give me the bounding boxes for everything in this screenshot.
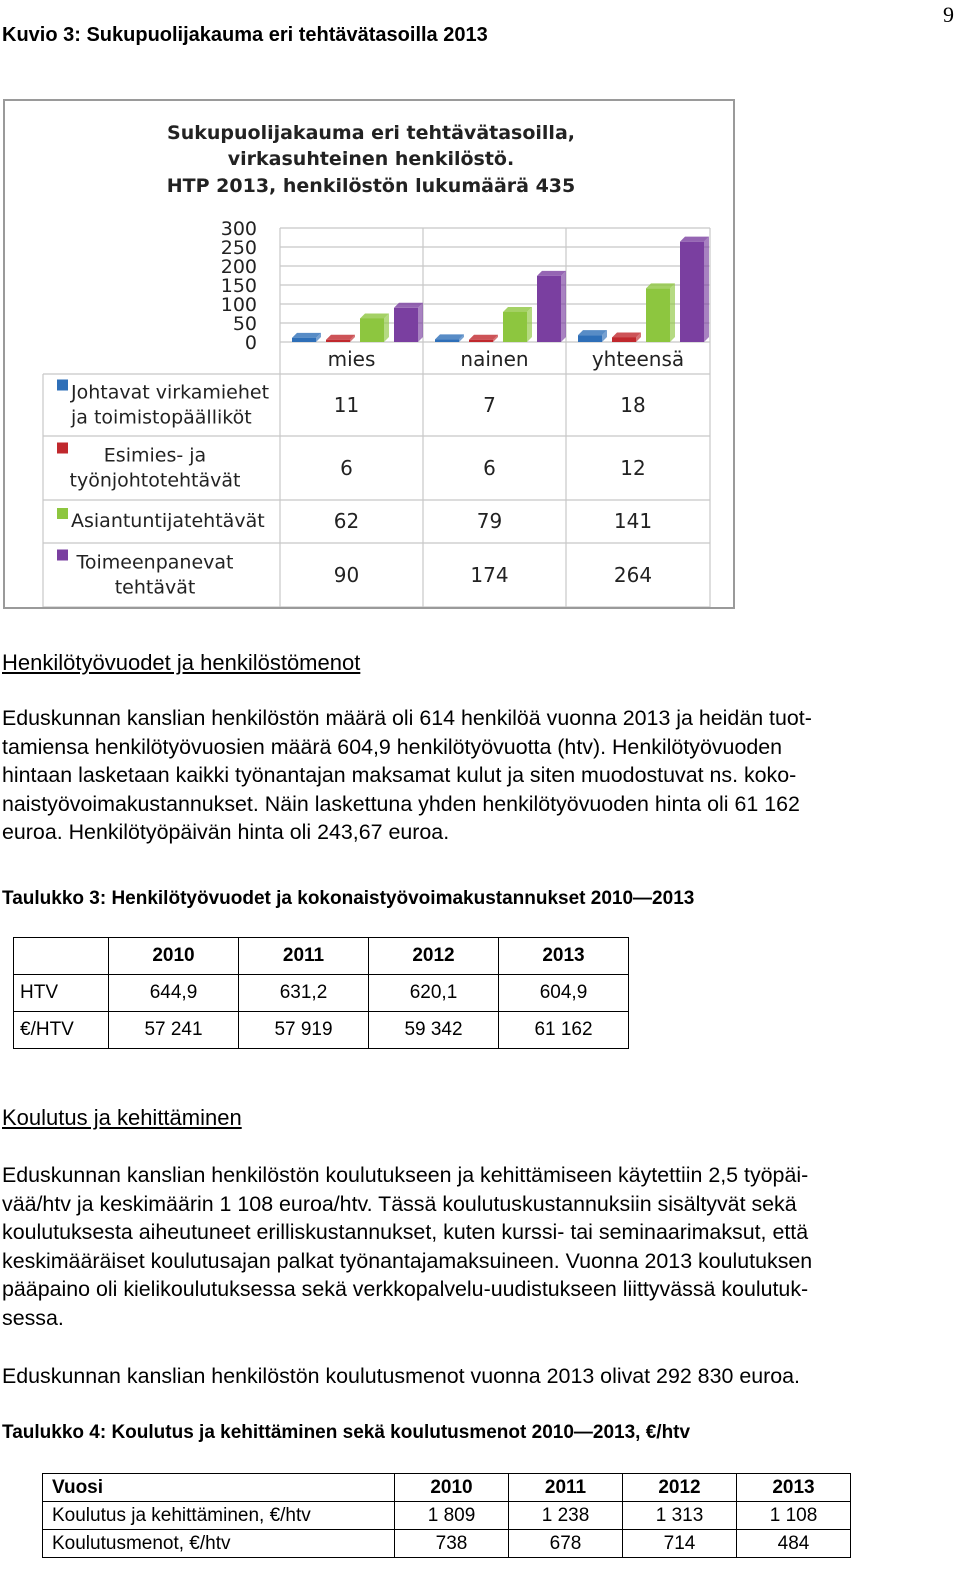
legend-label: Toimeenpanevat [76, 551, 234, 574]
category-label: mies [327, 347, 376, 371]
column-header: 2013 [499, 938, 629, 975]
table-header-row [43, 1474, 851, 1502]
chart [3, 99, 735, 609]
bar [503, 312, 527, 342]
bar-top [394, 303, 423, 308]
paragraph-line: hintaan lasketaan kaikki työnantajan maksamat kulut ja siten muodostuvat ns. koko- [2, 763, 797, 788]
paragraph-line: euroa. Henkilötyöpäivän hinta oli 243,67 euroa. [2, 820, 450, 845]
row-header: HTV [14, 975, 109, 1012]
table-cell: 1 108 [737, 1502, 851, 1530]
table-cell: 714 [623, 1530, 737, 1558]
data-label: 6 [483, 456, 496, 480]
y-tick-label: 50 [232, 313, 257, 335]
bar [326, 340, 350, 342]
column-header: 2013 [737, 1474, 851, 1502]
data-label: 11 [333, 393, 360, 417]
table-corner-cell [14, 938, 109, 975]
bar [469, 340, 493, 342]
legend-marker [57, 443, 68, 454]
chart-title-line: Sukupuolijakauma eri tehtävätasoilla, [167, 122, 575, 144]
row-header: €/HTV [14, 1012, 109, 1049]
category-label: yhteensä [591, 347, 685, 371]
legend-label: Asiantuntijatehtävät [71, 510, 265, 532]
paragraph-line: koulutuksesta aiheutuneet erilliskustannukset, kuten kurssi- tai seminaarimaksut, että [2, 1220, 809, 1245]
paragraph-koulutusmenot: Eduskunnan kanslian henkilöstön koulutusmenot vuonna 2013 olivat 292 830 euroa. [2, 1364, 800, 1388]
column-header: 2010 [395, 1474, 509, 1502]
bar-top [326, 335, 355, 340]
table-cell: 1 238 [509, 1502, 623, 1530]
table-cell: 620,1 [369, 975, 499, 1012]
table-row [14, 1012, 629, 1049]
bar [578, 335, 602, 342]
legend-label: tehtävät [114, 576, 196, 599]
data-label: 62 [333, 509, 360, 533]
section-heading-koulutus: Koulutus ja kehittäminen [2, 1105, 242, 1130]
bar-side [704, 237, 709, 342]
y-tick-label: 300 [220, 218, 257, 240]
column-header: 2011 [509, 1474, 623, 1502]
bar [435, 339, 459, 342]
bar [646, 288, 670, 342]
table-header-row [14, 938, 629, 975]
bar-side [418, 303, 423, 342]
row-header: Koulutusmenot, €/htv [43, 1530, 395, 1558]
data-label: 264 [613, 563, 653, 587]
column-header: 2011 [239, 938, 369, 975]
paragraph-line: keskimääräiset koulutusajan palkat työnantajamaksuineen. Vuonna 2013 koulutuksen [2, 1248, 813, 1273]
table-row [43, 1502, 851, 1530]
table-cell: 61 162 [499, 1012, 629, 1049]
bar-top [292, 333, 321, 338]
bar [360, 318, 384, 342]
data-label: 6 [340, 456, 353, 480]
data-label: 79 [476, 509, 503, 533]
paragraph-line: pääpaino oli kielikoulutuksessa sekä verkkopalvelu-uudistukseen liittyvässä koulutuk- [2, 1277, 809, 1302]
table-cell: 57 241 [109, 1012, 239, 1049]
bar [537, 276, 561, 342]
column-header: 2012 [369, 938, 499, 975]
legend-label: Esimies- ja [103, 444, 207, 467]
table-row [14, 975, 629, 1012]
table-cell: 604,9 [499, 975, 629, 1012]
paragraph-line: vää/htv ja keskimäärin 1 108 euroa/htv. Tässä koulutuskustannuksiin sisältyvät sekä [2, 1191, 797, 1216]
bar-top [435, 334, 464, 339]
bar-side [384, 313, 389, 342]
paragraph-line: Eduskunnan kanslian henkilöstön määrä oli 614 henkilöä vuonna 2013 ja heidän tuot- [2, 706, 812, 730]
bar [394, 308, 418, 342]
bar [612, 337, 636, 342]
table3 [13, 937, 629, 1049]
bar-top [537, 271, 566, 276]
y-tick-label: 150 [220, 275, 257, 297]
data-label: 141 [613, 509, 653, 533]
y-tick-label: 200 [220, 256, 257, 278]
table-cell: 678 [509, 1530, 623, 1558]
column-header: 2010 [109, 938, 239, 975]
table-cell: 1 313 [623, 1502, 737, 1530]
chart-svg [5, 101, 733, 607]
data-label: 18 [620, 393, 646, 417]
data-label: 174 [470, 563, 509, 587]
paragraph-line: Eduskunnan kanslian henkilöstön koulutukseen ja kehittämiseen käytettiin 2,5 työpäi- [2, 1163, 809, 1187]
legend-label: Johtavat virkamiehet [71, 381, 270, 404]
legend-marker [57, 550, 68, 561]
legend-label: työnjohtotehtävät [69, 469, 241, 492]
column-header: Vuosi [43, 1474, 395, 1502]
table-cell: 1 809 [395, 1502, 509, 1530]
y-tick-label: 250 [220, 237, 257, 259]
table4 [42, 1473, 851, 1558]
legend-label: ja toimistopäälliköt [71, 406, 252, 429]
figure-caption: Kuvio 3: Sukupuolijakauma eri tehtävätasoilla 2013 [2, 24, 488, 46]
y-tick-label: 0 [244, 332, 257, 354]
bar-side [527, 307, 532, 342]
bar [292, 338, 316, 342]
table-row [43, 1530, 851, 1558]
bar-top [646, 283, 675, 288]
section-heading-htv: Henkilötyövuodet ja henkilöstömenot [2, 650, 361, 675]
legend-marker [57, 508, 68, 519]
chart-title-line: HTP 2013, henkilöstön lukumäärä 435 [166, 175, 576, 197]
paragraph-htv [2, 704, 947, 847]
bar-top [503, 307, 532, 312]
bar-top [469, 335, 498, 340]
table3-caption: Taulukko 3: Henkilötyövuodet ja kokonaistyövoimakustannukset 2010—2013 [2, 888, 695, 909]
column-header: 2012 [623, 1474, 737, 1502]
bar-top [578, 330, 607, 335]
paragraph-koulutus [2, 1161, 947, 1333]
bar-top [612, 332, 641, 337]
bar-top [680, 237, 709, 242]
bar [680, 242, 704, 342]
bar-side [561, 271, 566, 342]
data-label: 7 [483, 393, 496, 417]
table-cell: 484 [737, 1530, 851, 1558]
table4-caption: Taulukko 4: Koulutus ja kehittäminen sekä koulutusmenot 2010—2013, €/htv [2, 1422, 691, 1443]
table-cell: 631,2 [239, 975, 369, 1012]
table-cell: 644,9 [109, 975, 239, 1012]
paragraph-line: tamiensa henkilötyövuosien määrä 604,9 henkilötyövuotta (htv). Henkilötyövuoden [2, 734, 783, 759]
y-tick-label: 100 [220, 294, 257, 316]
category-label: nainen [460, 347, 529, 371]
page-number: 9 [943, 2, 954, 27]
table-cell: 57 919 [239, 1012, 369, 1049]
bar-top [360, 313, 389, 318]
bar-side [670, 283, 675, 342]
paragraph-line: sessa. [2, 1305, 64, 1330]
chart-title-line: virkasuhteinen henkilöstö. [227, 148, 515, 170]
row-header: Koulutus ja kehittäminen, €/htv [43, 1502, 395, 1530]
legend-marker [57, 380, 68, 391]
data-label: 90 [333, 563, 360, 587]
table-cell: 738 [395, 1530, 509, 1558]
paragraph-line: naistyövoimakustannukset. Näin laskettuna yhden henkilötyövuoden hinta oli 61 162 [2, 791, 800, 816]
data-label: 12 [620, 456, 646, 480]
table-cell: 59 342 [369, 1012, 499, 1049]
